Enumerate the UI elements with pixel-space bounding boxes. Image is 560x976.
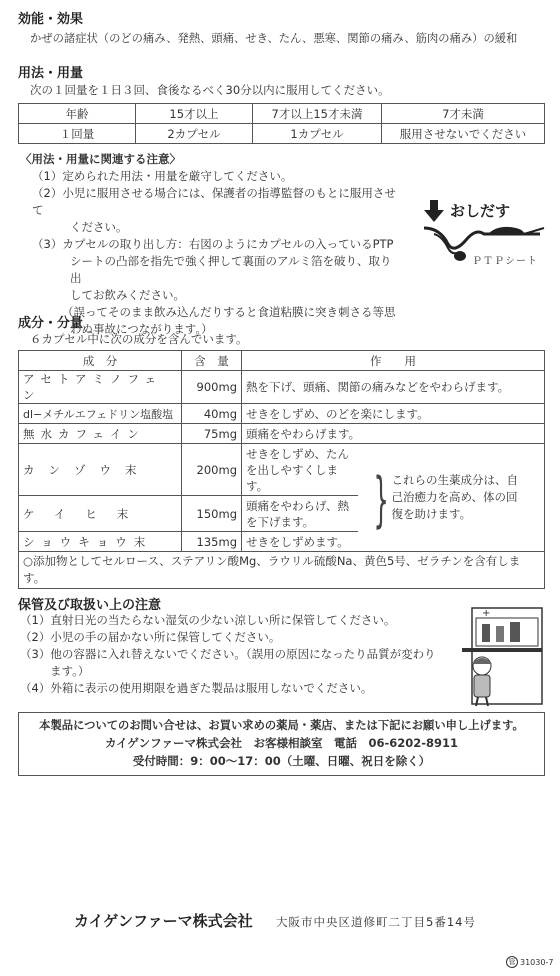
contact-line-2: カイゲンファーマ株式会社 お客様相談室 電話 06-6202-8911 (104, 736, 459, 750)
capsule-icon (454, 251, 466, 261)
ingredient-amount: 200mg (182, 444, 242, 496)
dosage-header-age: 年齢 (19, 104, 136, 124)
brace-icon: } (372, 465, 389, 535)
ingredient-effect: 頭痛をやわらげます。 (242, 424, 545, 444)
storage-notes (20, 612, 440, 697)
dosage-note-1: （1）定められた用法・用量を厳守してください。 (32, 169, 293, 183)
dosage-note-3-caution-a: （誤ってそのまま飲み込んだりすると食道粘膜に突き刺さる等思 (62, 305, 396, 319)
product-code-text: 31030-7 (520, 957, 554, 967)
circle-mark-icon: 管 (506, 956, 518, 968)
table-row (19, 371, 545, 404)
contact-line-3: 受付時間：9：00〜17：00（土曜、日曜、祝日を除く） (132, 754, 431, 768)
storage-title: 保管及び取扱い上の注意 (18, 598, 162, 613)
dosage-cell-7to15: 1カプセル (253, 124, 382, 144)
dosage-table-row (19, 124, 545, 144)
efficacy-title: 効能・効果 (18, 12, 84, 27)
ingredients-header-effect: 作 用 (242, 351, 545, 371)
storage-item-3: （3）他の容器に入れ替えないでください。（誤用の原因になったり品質が変わり (20, 647, 436, 661)
contact-box (18, 712, 545, 776)
ingredient-name: dl−メチルエフェドリン塩酸塩 (19, 404, 182, 424)
dosage-note-3-cont-a: シートの凸部を指先で強く押して裏面のアルミ箔を破り、取り出 (70, 254, 392, 285)
dosage-notes-title: 〈用法・用量に関連する注意〉 (20, 152, 181, 166)
ingredients-table (18, 350, 545, 589)
ingredient-effect: せきをしずめます。 (242, 532, 358, 552)
ingredients-header-amount: 含 量 (182, 351, 242, 371)
dosage-title: 用法・用量 (18, 66, 84, 81)
herbal-note: これらの生薬成分は、自己治癒力を高め、体の回復を助けます。 (391, 473, 518, 521)
ptp-push-label: おしだす (450, 202, 511, 220)
ingredient-effect: 頭痛をやわらげ、熱を下げます。 (242, 496, 358, 532)
ingredient-name: ショウキョウ末 (19, 532, 182, 552)
ingredient-name: 無水カフェイン (19, 424, 182, 444)
dosage-cell-under7: 服用させないでください (382, 124, 545, 144)
ingredient-name: ケイヒ末 (19, 496, 182, 532)
storage-item-2: （2）小児の手の届かない所に保管してください。 (20, 630, 281, 644)
dosage-note-3-cont-b: してお飲みください。 (70, 288, 185, 302)
footer-address: 大阪市中央区道修町二丁目5番14号 (276, 915, 476, 929)
additives-row (19, 552, 545, 589)
dosage-header-15plus: 15才以上 (136, 104, 253, 124)
ingredients-intro: ６カプセル中に次の成分を含んでいます。 (30, 332, 248, 346)
dosage-cell-label: １回量 (19, 124, 136, 144)
ingredients-title: 成分・分量 (18, 316, 84, 331)
ingredient-amount: 75mg (182, 424, 242, 444)
table-row (19, 424, 545, 444)
dosage-text: 次の１回量を１日３回、食後なるべく30分以内に服用してください。 (30, 83, 390, 97)
herbal-note-cell (358, 444, 545, 552)
ingredient-effect: せきをしずめ、のどを楽にします。 (242, 404, 545, 424)
product-code (506, 956, 553, 968)
ingredient-effect: 熱を下げ、頭痛、関節の痛みなどをやわらげます。 (242, 371, 545, 404)
dosage-notes (32, 168, 402, 338)
footer-company: カイゲンファーマ株式会社 (74, 912, 253, 930)
ptp-figure (420, 198, 550, 268)
push-arrow-icon (424, 200, 444, 222)
ingredients-header-row (19, 351, 545, 371)
dosage-note-3-caution-b: わぬ事故につながります。） (70, 322, 213, 336)
blister-icon (488, 227, 524, 234)
ingredient-amount: 40mg (182, 404, 242, 424)
cabinet-illustration (452, 598, 548, 708)
contact-line-1: 本製品についてのお問い合せは、お買い求めの薬局・薬店、または下記にお願い申し上げます。 (39, 719, 524, 732)
dosage-header-7to15: 7才以上15才未満 (253, 104, 382, 124)
ingredient-amount: 900mg (182, 371, 242, 404)
efficacy-text: かぜの諸症状（のどの痛み、発熱、頭痛、せき、たん、悪寒、関節の痛み、筋肉の痛み）の緩和 (30, 32, 518, 45)
ingredient-effect: せきをしずめ、たんを出しやすくします。 (242, 444, 358, 496)
dosage-cell-15plus: 2カプセル (136, 124, 253, 144)
svg-text:+: + (482, 608, 491, 619)
ingredient-amount: 150mg (182, 496, 242, 532)
storage-item-3-cont: ます。） (50, 664, 90, 678)
dosage-note-3: （3）カプセルの取り出し方：右図のようにカプセルの入っているPTP (32, 237, 394, 251)
storage-item-4: （4）外箱に表示の使用期限を過ぎた製品は服用しないでください。 (20, 681, 373, 695)
table-row (19, 404, 545, 424)
ptp-caption: ＰＴＰシート (472, 256, 538, 267)
dosage-header-under7: 7才未満 (382, 104, 545, 124)
table-row (19, 444, 545, 496)
dosage-table (18, 103, 545, 144)
dosage-note-2: （2）小児に服用させる場合には、保護者の指導監督のもとに服用させて (32, 186, 396, 217)
ingredient-name: アセトアミノフェン (19, 371, 182, 404)
dosage-table-header-row (19, 104, 545, 124)
ingredient-amount: 135mg (182, 532, 242, 552)
ingredients-header-name: 成 分 (19, 351, 182, 371)
ingredient-name: カンゾウ末 (19, 444, 182, 496)
dosage-note-2-cont: ください。 (70, 220, 128, 234)
storage-item-1: （1）直射日光の当たらない湿気の少ない涼しい所に保管してください。 (20, 613, 396, 627)
additives-text: ○添加物としてセルロース、ステアリン酸Mg、ラウリル硫酸Na、黄色5号、ゼラチンを含有します。 (19, 552, 545, 589)
